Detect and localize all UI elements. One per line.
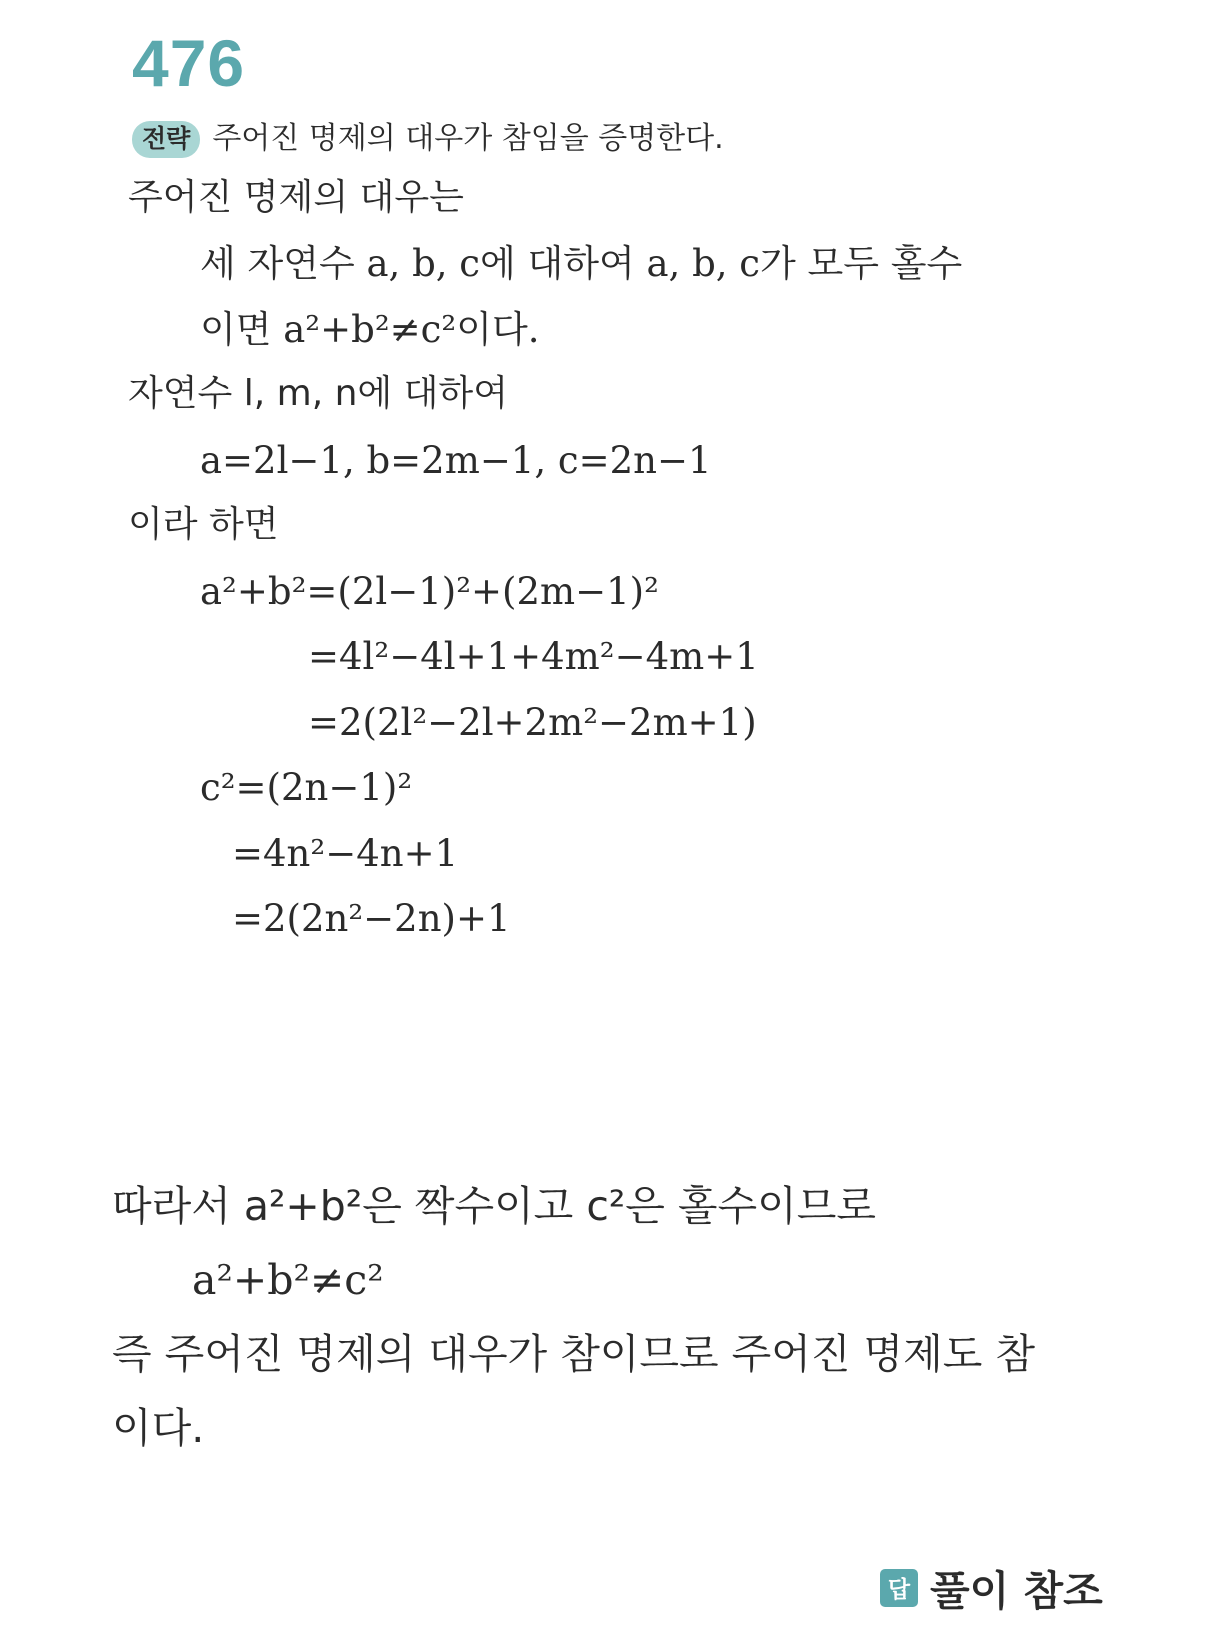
solution-line-12: =2(2n²−2n)+1 xyxy=(232,897,511,940)
solution-line-10: c²=(2n−1)² xyxy=(200,766,413,809)
answer-text: 풀이 참조 xyxy=(930,1567,1103,1615)
solution-line-6: 이라 하면 xyxy=(128,504,279,545)
conclusion-line-2: a²+b²≠c² xyxy=(192,1256,384,1304)
strategy-text: 주어진 명제의 대우가 참임을 증명한다. xyxy=(212,121,724,156)
solution-line-3: 이면 a²+b²≠c²이다. xyxy=(200,308,540,351)
solution-line-4: 자연수 l, m, n에 대하여 xyxy=(128,373,508,414)
problem-number: 476 xyxy=(132,26,246,100)
solution-line-1: 주어진 명제의 대우는 xyxy=(128,177,464,218)
answer-badge: 답 xyxy=(880,1569,918,1607)
solution-line-8: =4l²−4l+1+4m²−4m+1 xyxy=(308,635,759,678)
solution-line-7: a²+b²=(2l−1)²+(2m−1)² xyxy=(200,570,659,613)
conclusion-line-3: 즉 주어진 명제의 대우가 참이므로 주어진 명제도 참 xyxy=(112,1330,1035,1378)
solution-line-11: =4n²−4n+1 xyxy=(232,832,459,875)
conclusion-line-1: 따라서 a²+b²은 짝수이고 c²은 홀수이므로 xyxy=(112,1182,876,1230)
conclusion-line-4: 이다. xyxy=(112,1404,205,1452)
solution-line-2: 세 자연수 a, b, c에 대하여 a, b, c가 모두 홀수 xyxy=(200,242,963,285)
solution-line-9: =2(2l²−2l+2m²−2m+1) xyxy=(308,701,757,744)
strategy-row xyxy=(132,118,724,160)
solution-line-5: a=2l−1, b=2m−1, c=2n−1 xyxy=(200,439,712,482)
strategy-badge: 전략 xyxy=(132,121,200,158)
answer-row xyxy=(880,1558,1103,1617)
